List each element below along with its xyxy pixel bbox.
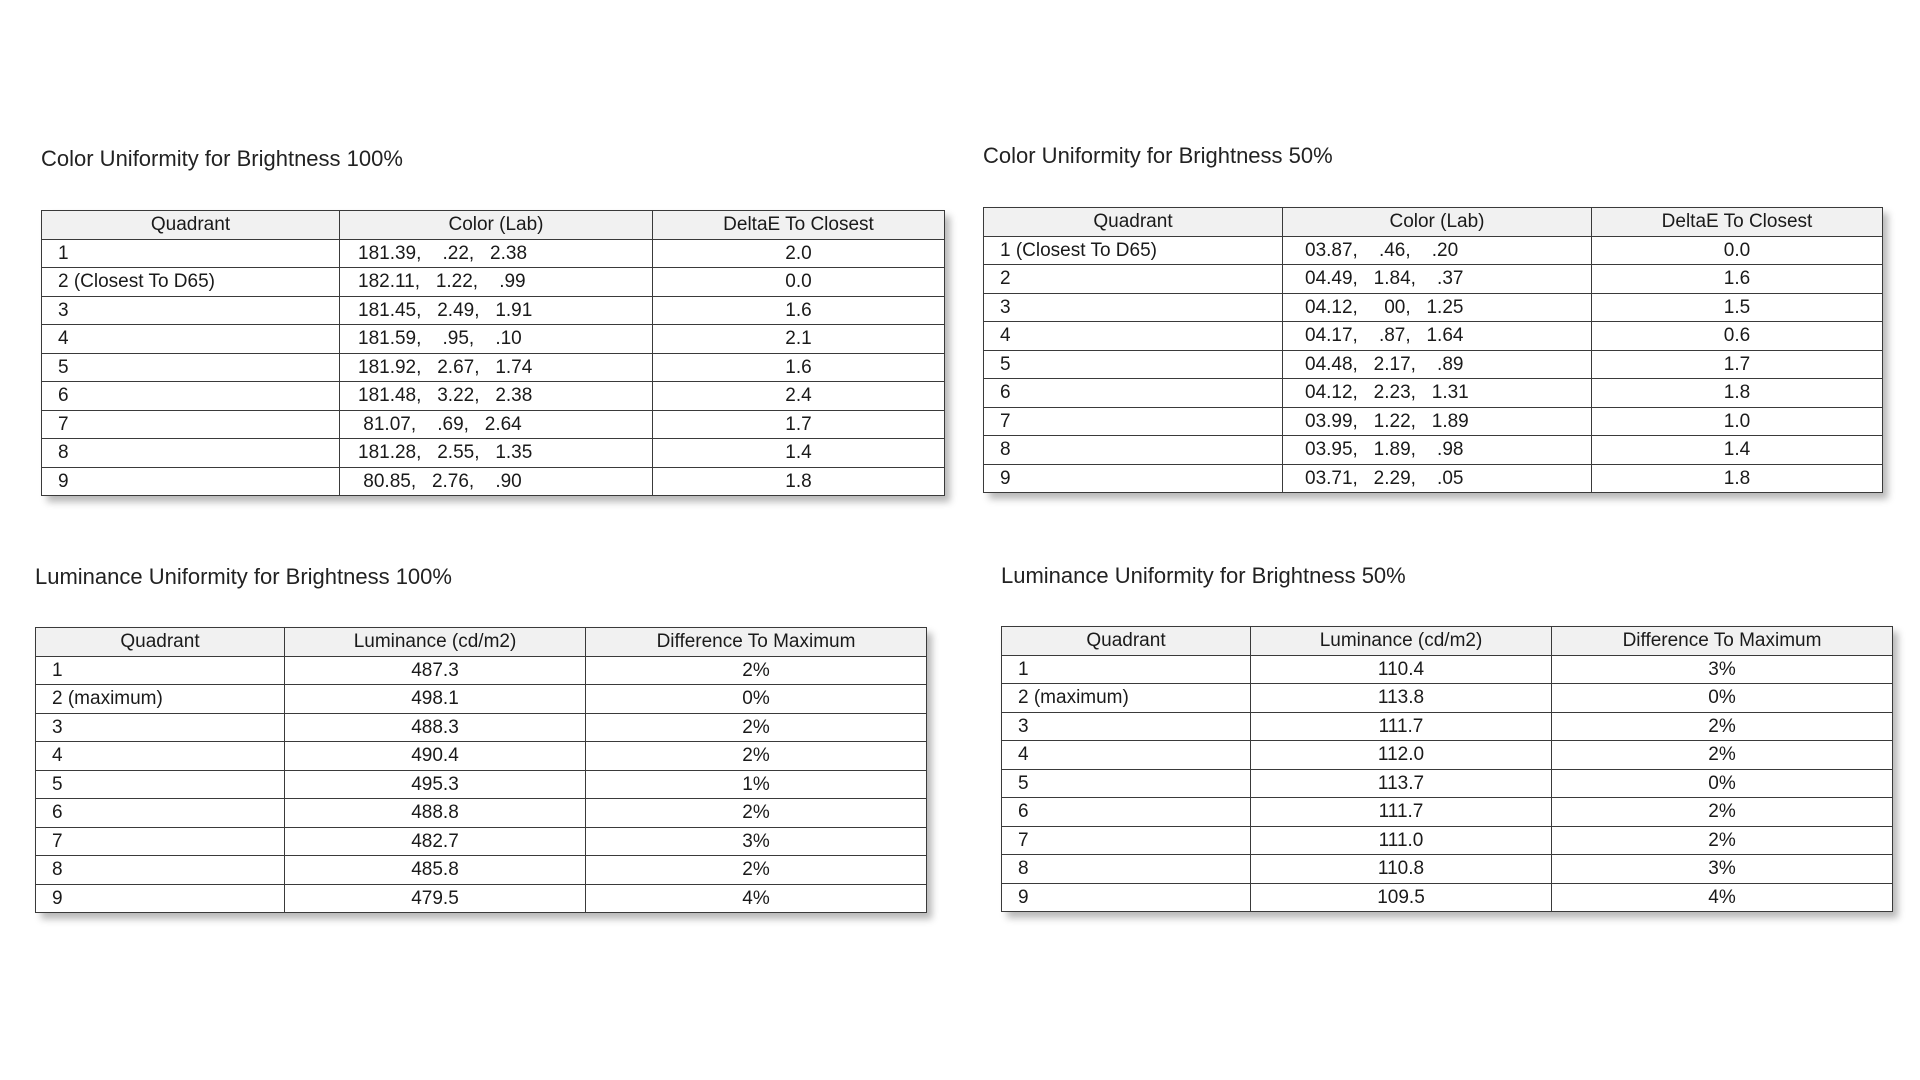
table-row (42, 353, 945, 382)
table-row (984, 265, 1883, 294)
value-cell: 110.4 (1251, 655, 1552, 684)
value-cell: 479.5 (285, 884, 586, 913)
difference-cell: 2% (1552, 826, 1893, 855)
quadrant-cell: 3 (1002, 712, 1251, 741)
quadrant-cell: 4 (42, 325, 340, 354)
value-cell: 04.49, 1.84, .37 (1283, 265, 1592, 294)
quadrant-cell: 4 (36, 742, 285, 771)
table-row (1002, 798, 1893, 827)
column-header-luminance: Luminance (cd/m2) (1251, 627, 1552, 656)
table-row (36, 713, 927, 742)
value-cell: 109.5 (1251, 883, 1552, 912)
table-row (984, 407, 1883, 436)
quadrant-cell: 6 (36, 799, 285, 828)
color-uniformity-100-table (41, 210, 945, 496)
table-row (36, 856, 927, 885)
difference-cell: 0.6 (1592, 322, 1883, 351)
difference-cell: 1.8 (1592, 379, 1883, 408)
table-header-row (1002, 627, 1893, 656)
color-uniformity-100-title: Color Uniformity for Brightness 100% (41, 146, 403, 171)
difference-cell: 3% (1552, 655, 1893, 684)
table-row (36, 742, 927, 771)
table-row (1002, 826, 1893, 855)
difference-cell: 1.6 (653, 296, 945, 325)
color-uniformity-50-title: Color Uniformity for Brightness 50% (983, 143, 1333, 168)
column-header-deltae: DeltaE To Closest (653, 211, 945, 240)
value-cell: 181.48, 3.22, 2.38 (340, 382, 653, 411)
quadrant-cell: 1 (1002, 655, 1251, 684)
quadrant-cell: 3 (36, 713, 285, 742)
difference-cell: 0% (1552, 769, 1893, 798)
value-cell: 112.0 (1251, 741, 1552, 770)
value-cell: 488.8 (285, 799, 586, 828)
difference-cell: 2% (586, 799, 927, 828)
quadrant-cell: 7 (1002, 826, 1251, 855)
column-header-color-lab: Color (Lab) (1283, 208, 1592, 237)
quadrant-cell: 3 (42, 296, 340, 325)
column-header-quadrant: Quadrant (984, 208, 1283, 237)
column-header-quadrant: Quadrant (1002, 627, 1251, 656)
difference-cell: 4% (586, 884, 927, 913)
difference-cell: 1.4 (653, 439, 945, 468)
quadrant-cell: 9 (42, 467, 340, 496)
quadrant-cell: 5 (36, 770, 285, 799)
quadrant-cell: 9 (984, 464, 1283, 493)
column-header-difference: Difference To Maximum (586, 628, 927, 657)
table-row (42, 296, 945, 325)
difference-cell: 0% (586, 685, 927, 714)
value-cell: 04.12, 00, 1.25 (1283, 293, 1592, 322)
difference-cell: 1.0 (1592, 407, 1883, 436)
luminance-uniformity-100-title: Luminance Uniformity for Brightness 100% (35, 564, 452, 589)
value-cell: 03.71, 2.29, .05 (1283, 464, 1592, 493)
table-row (36, 827, 927, 856)
table-row (1002, 741, 1893, 770)
value-cell: 111.7 (1251, 798, 1552, 827)
difference-cell: 2.1 (653, 325, 945, 354)
luminance-uniformity-100-table (35, 627, 927, 913)
quadrant-cell: 2 (Closest To D65) (42, 268, 340, 297)
table-row (984, 236, 1883, 265)
column-header-difference: Difference To Maximum (1552, 627, 1893, 656)
value-cell: 03.87, .46, .20 (1283, 236, 1592, 265)
color-uniformity-100-table-wrap (41, 210, 944, 496)
difference-cell: 1.6 (1592, 265, 1883, 294)
column-header-luminance: Luminance (cd/m2) (285, 628, 586, 657)
table-row (1002, 684, 1893, 713)
table-row (984, 464, 1883, 493)
value-cell: 485.8 (285, 856, 586, 885)
difference-cell: 1.7 (1592, 350, 1883, 379)
difference-cell: 1.8 (1592, 464, 1883, 493)
quadrant-cell: 9 (36, 884, 285, 913)
table-row (1002, 855, 1893, 884)
quadrant-cell: 6 (984, 379, 1283, 408)
quadrant-cell: 5 (1002, 769, 1251, 798)
quadrant-cell: 7 (984, 407, 1283, 436)
table-row (36, 799, 927, 828)
value-cell: 495.3 (285, 770, 586, 799)
difference-cell: 1.8 (653, 467, 945, 496)
value-cell: 182.11, 1.22, .99 (340, 268, 653, 297)
difference-cell: 2.0 (653, 239, 945, 268)
value-cell: 490.4 (285, 742, 586, 771)
column-header-quadrant: Quadrant (42, 211, 340, 240)
value-cell: 498.1 (285, 685, 586, 714)
quadrant-cell: 5 (42, 353, 340, 382)
quadrant-cell: 8 (984, 436, 1283, 465)
quadrant-cell: 1 (Closest To D65) (984, 236, 1283, 265)
table-row (42, 239, 945, 268)
table-row (1002, 655, 1893, 684)
difference-cell: 1.4 (1592, 436, 1883, 465)
table-row (1002, 883, 1893, 912)
table-row (42, 382, 945, 411)
table-row (984, 322, 1883, 351)
difference-cell: 1.5 (1592, 293, 1883, 322)
difference-cell: 2% (1552, 798, 1893, 827)
difference-cell: 0.0 (1592, 236, 1883, 265)
value-cell: 113.7 (1251, 769, 1552, 798)
luminance-uniformity-50-title: Luminance Uniformity for Brightness 50% (1001, 563, 1406, 588)
value-cell: 181.59, .95, .10 (340, 325, 653, 354)
value-cell: 80.85, 2.76, .90 (340, 467, 653, 496)
value-cell: 03.95, 1.89, .98 (1283, 436, 1592, 465)
difference-cell: 4% (1552, 883, 1893, 912)
table-row (42, 410, 945, 439)
quadrant-cell: 5 (984, 350, 1283, 379)
value-cell: 111.7 (1251, 712, 1552, 741)
quadrant-cell: 1 (36, 656, 285, 685)
value-cell: 03.99, 1.22, 1.89 (1283, 407, 1592, 436)
luminance-uniformity-50-table-wrap (1001, 626, 1892, 912)
value-cell: 04.48, 2.17, .89 (1283, 350, 1592, 379)
column-header-deltae: DeltaE To Closest (1592, 208, 1883, 237)
difference-cell: 0% (1552, 684, 1893, 713)
value-cell: 181.45, 2.49, 1.91 (340, 296, 653, 325)
quadrant-cell: 3 (984, 293, 1283, 322)
table-row (36, 656, 927, 685)
quadrant-cell: 8 (42, 439, 340, 468)
quadrant-cell: 4 (984, 322, 1283, 351)
value-cell: 111.0 (1251, 826, 1552, 855)
quadrant-cell: 9 (1002, 883, 1251, 912)
value-cell: 04.12, 2.23, 1.31 (1283, 379, 1592, 408)
column-header-color-lab: Color (Lab) (340, 211, 653, 240)
value-cell: 181.92, 2.67, 1.74 (340, 353, 653, 382)
column-header-quadrant: Quadrant (36, 628, 285, 657)
table-row (984, 436, 1883, 465)
table-row (36, 770, 927, 799)
value-cell: 181.28, 2.55, 1.35 (340, 439, 653, 468)
table-row (42, 325, 945, 354)
table-row (984, 379, 1883, 408)
quadrant-cell: 7 (36, 827, 285, 856)
table-row (42, 439, 945, 468)
value-cell: 487.3 (285, 656, 586, 685)
difference-cell: 2% (1552, 712, 1893, 741)
table-header-row (42, 211, 945, 240)
table-header-row (984, 208, 1883, 237)
difference-cell: 3% (1552, 855, 1893, 884)
quadrant-cell: 8 (1002, 855, 1251, 884)
difference-cell: 3% (586, 827, 927, 856)
quadrant-cell: 2 (maximum) (1002, 684, 1251, 713)
quadrant-cell: 6 (42, 382, 340, 411)
quadrant-cell: 1 (42, 239, 340, 268)
difference-cell: 1% (586, 770, 927, 799)
luminance-uniformity-100-table-wrap (35, 627, 926, 913)
quadrant-cell: 6 (1002, 798, 1251, 827)
value-cell: 488.3 (285, 713, 586, 742)
difference-cell: 2% (1552, 741, 1893, 770)
table-row (984, 293, 1883, 322)
value-cell: 113.8 (1251, 684, 1552, 713)
difference-cell: 1.7 (653, 410, 945, 439)
table-header-row (36, 628, 927, 657)
table-row (1002, 769, 1893, 798)
value-cell: 181.39, .22, 2.38 (340, 239, 653, 268)
value-cell: 482.7 (285, 827, 586, 856)
value-cell: 04.17, .87, 1.64 (1283, 322, 1592, 351)
color-uniformity-50-table-wrap (983, 207, 1882, 493)
value-cell: 110.8 (1251, 855, 1552, 884)
quadrant-cell: 2 (maximum) (36, 685, 285, 714)
color-uniformity-50-table (983, 207, 1883, 493)
difference-cell: 1.6 (653, 353, 945, 382)
difference-cell: 2.4 (653, 382, 945, 411)
quadrant-cell: 4 (1002, 741, 1251, 770)
table-row (36, 685, 927, 714)
quadrant-cell: 2 (984, 265, 1283, 294)
quadrant-cell: 7 (42, 410, 340, 439)
difference-cell: 2% (586, 713, 927, 742)
difference-cell: 2% (586, 856, 927, 885)
difference-cell: 2% (586, 742, 927, 771)
difference-cell: 2% (586, 656, 927, 685)
table-row (36, 884, 927, 913)
table-row (42, 467, 945, 496)
table-row (42, 268, 945, 297)
difference-cell: 0.0 (653, 268, 945, 297)
quadrant-cell: 8 (36, 856, 285, 885)
value-cell: 81.07, .69, 2.64 (340, 410, 653, 439)
table-row (984, 350, 1883, 379)
luminance-uniformity-50-table (1001, 626, 1893, 912)
table-row (1002, 712, 1893, 741)
